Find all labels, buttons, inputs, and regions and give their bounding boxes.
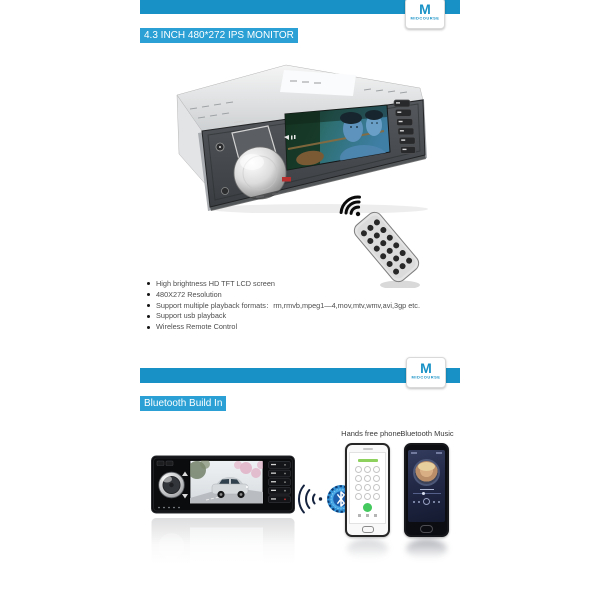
dialer-screen xyxy=(349,452,386,524)
feature-text: High brightness HD TFT LCD screen xyxy=(156,279,275,288)
feature-text: Support usb playback xyxy=(156,311,227,321)
handsfree-phone-photo xyxy=(345,443,390,537)
front-screen xyxy=(188,459,265,504)
track-title-line xyxy=(420,489,434,491)
feature-text: Support multiple playback formats：rm,rmvb,mpeg1—4,mov,mtv,wmv,avi,3gp etc. xyxy=(156,300,420,310)
album-art xyxy=(413,459,440,486)
bullet-icon xyxy=(147,304,150,307)
feature-text: Wireless Remote Control xyxy=(156,322,238,332)
feature-item xyxy=(147,280,452,288)
phone-reflection xyxy=(406,539,447,559)
head-unit-angled-photo xyxy=(168,57,430,213)
bluetooth-signal-waves xyxy=(299,486,315,513)
brand-logo-letter: M xyxy=(420,360,432,376)
handsfree-phone-caption: Hands free phone xyxy=(341,429,401,438)
remote-body xyxy=(351,209,422,285)
feature-item xyxy=(147,302,452,310)
bullet-icon xyxy=(147,282,150,285)
status-bar xyxy=(408,450,445,454)
music-player-screen xyxy=(408,450,445,522)
feature-list xyxy=(147,280,452,334)
call-button-icon xyxy=(363,503,372,512)
bluetooth-section-banner: Bluetooth Build In xyxy=(140,396,226,411)
bullet-icon xyxy=(147,293,150,296)
brand-logo-name: MIDCOURSE xyxy=(410,16,440,21)
phone-reflection xyxy=(347,539,388,559)
home-button xyxy=(362,526,374,533)
album-art-figure xyxy=(418,462,435,471)
phone-speaker xyxy=(363,448,373,450)
front-side-buttons xyxy=(269,462,291,503)
progress-bar xyxy=(413,493,441,494)
dialer-tab-icons xyxy=(350,514,385,517)
brand-logo-name: MIDCOURSE xyxy=(411,375,441,380)
brand-logo-name-wrap xyxy=(407,375,445,384)
feature-item xyxy=(147,323,452,331)
playback-controls xyxy=(408,498,445,505)
brand-logo-name-wrap xyxy=(406,16,444,25)
dial-pad xyxy=(350,466,385,501)
feature-text: 480X272 Resolution xyxy=(156,289,222,299)
dialed-number-line xyxy=(358,459,378,462)
monitor-section-banner: 4.3 INCH 480*272 IPS MONITOR xyxy=(140,28,298,43)
bullet-icon xyxy=(147,326,150,329)
remote-control-photo xyxy=(328,193,423,288)
home-button xyxy=(420,525,433,533)
bullet-icon xyxy=(147,315,150,318)
head-unit-front-photo xyxy=(150,452,298,564)
play-button-icon xyxy=(423,498,430,505)
bluetooth-music-phone-photo xyxy=(404,443,449,537)
brand-logo-letter: M xyxy=(419,1,431,17)
brand-logo xyxy=(405,0,445,29)
feature-item xyxy=(147,291,452,299)
feature-item xyxy=(147,312,452,320)
brand-logo xyxy=(406,357,446,388)
bluetooth-music-caption: Bluetooth Music xyxy=(400,429,454,438)
